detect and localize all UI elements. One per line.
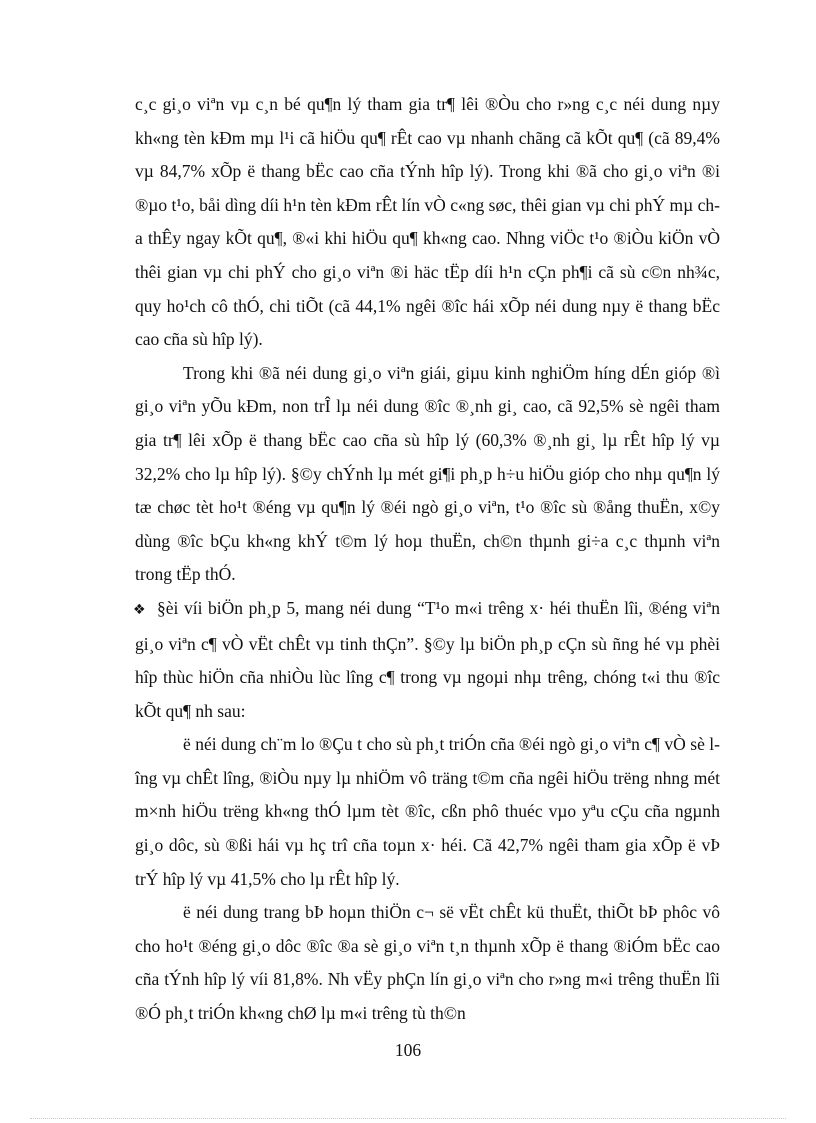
paragraph-measure-5-text: §èi víi biÖn ph¸p 5, mang néi dung “T¹o m«i trêng x· héi thuËn lîi, ®éng viªn gi¸o viªn c¶ vÒ vËt chÊt vµ tinh thÇn”. §©y lµ biÖn ph¸p cÇn sù ñng hé vµ phèi hîp thùc hiÖn cña nhiÒu lùc lîng c¶ trong vµ ngoµi nhµ trêng, chóng t«i thu ®îc kÕt qu¶ nh sau:	[135, 597, 720, 721]
page-bottom-divider	[30, 1118, 786, 1119]
paragraph-teacher-mentoring: Trong khi ®ã néi dung gi¸o viªn giái, giµu kinh nghiÖm híng dÉn gióp ®ì gi¸o viªn yÕu kÐm, non trÎ lµ néi dung ®îc ®¸nh gi¸ cao, cã 92,5% sè ngêi tham gia tr¶ lêi xÕp ë thang bËc cao cña sù hîp lý (60,3% ®¸nh gi¸ lµ rÊt hîp lý vµ 32,2% cho lµ hîp lý). §©y chÝnh lµ mét gi¶i ph¸p h÷u hiÖu gióp cho nhµ qu¶n lý tæ chøc tèt ho¹t ®éng vµ qu¶n lý ®éi ngò gi¸o viªn, t¹o ®îc sù ®ång thuËn, x©y dùng ®îc bÇu kh«ng khÝ t©m lý hoµ thuËn, ch©n thµnh gi÷a c¸c thµnh viªn trong tËp thÓ.	[135, 362, 720, 585]
paragraph-facilities: ë néi dung trang bÞ hoµn thiÖn c¬ së vËt chÊt kü thuËt, thiÕt bÞ phôc vô cho ho¹t ®éng gi¸o dôc ®îc ®a sè gi¸o viªn t¸n thµnh xÕp ë thang ®iÓm bËc cao cña tÝnh hîp lý víi 81,8%. Nh vËy phÇn lín gi¸o viªn cho r»ng m«i trêng thuËn lîi ®Ó ph¸t triÓn kh«ng chØ lµ m«i trêng tù th©n	[135, 902, 720, 1024]
diamond-bullet-icon: ❖	[133, 601, 146, 618]
paragraph-continuation: c¸c gi¸o viªn vµ c¸n bé qu¶n lý tham gia tr¶ lêi ®Òu cho r»ng c¸c néi dung nµy kh«ng tèn kÐm mµ l¹i cã hiÖu qu¶ rÊt cao vµ nhanh chãng cã kÕt qu¶ (cã 89,4% vµ 84,7% xÕp ë thang bËc cao cña tÝnh hîp lý). Trong khi ®ã cho gi¸o viªn ®i ®µo t¹o, båi dìng díi h¹n tèn kÐm rÊt lín vÒ c«ng søc, thêi gian vµ chi phÝ mµ cha thÊy ngay kÕt qu¶, ®«i khi hiÖu qu¶ kh«ng cao. Nhng viÖc t¹o ®iÒu kiÖn vÒ thêi gian vµ chi phÝ cho gi¸o viªn ®i häc tËp díi h¹n cÇn ph¶i cã sù c©n nh¾c, quy ho¹ch cô thÓ, chi tiÕt (cã 44,1% ngêi ®îc hái xÕp néi dung nµy ë thang bËc cao cña sù hîp lý).	[135, 94, 720, 350]
paragraph-measure-5	[135, 592, 720, 728]
body-text	[135, 88, 720, 1031]
page-number: 106	[394, 1040, 422, 1060]
paragraph-development-investment: ë néi dung ch¨m lo ®Çu t cho sù ph¸t triÓn cña ®éi ngò gi¸o viªn c¶ vÒ sè lîng vµ chÊt lîng, ®iÒu nµy lµ nhiÖm vô träng t©m cña ngêi hiÖu trëng nhng mét m×nh hiÖu trëng kh«ng thÓ lµm tèt ®îc, cßn phô thuéc vµo yªu cÇu cña ngµnh gi¸o dôc, sù ®ßi hái vµ hç trî cña toµn x· héi. Cã 42,7% ngêi tham gia xÕp ë vÞ trÝ hîp lý vµ 41,5% cho lµ rÊt hîp lý.	[135, 734, 720, 889]
